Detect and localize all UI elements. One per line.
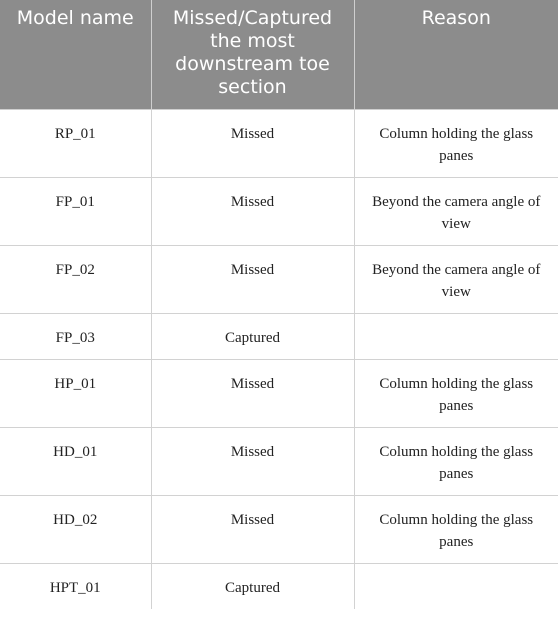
table-row	[0, 177, 558, 245]
table-row	[0, 359, 558, 427]
table-header	[0, 0, 558, 109]
cell-model-name: HD_02	[0, 495, 151, 563]
cell-status: Missed	[151, 359, 354, 427]
cell-status: Missed	[151, 427, 354, 495]
table-row	[0, 563, 558, 609]
cell-status: Missed	[151, 495, 354, 563]
cell-model-name: FP_01	[0, 177, 151, 245]
cell-reason: Beyond the camera angle of view	[354, 245, 558, 313]
header-model-name: Model name	[0, 0, 151, 109]
table-row	[0, 495, 558, 563]
cell-status: Missed	[151, 245, 354, 313]
table-row	[0, 245, 558, 313]
table-row	[0, 109, 558, 177]
cell-reason: Column holding the glass panes	[354, 427, 558, 495]
cell-status: Missed	[151, 109, 354, 177]
cell-reason: Column holding the glass panes	[354, 109, 558, 177]
table-body	[0, 109, 558, 609]
cell-reason: Column holding the glass panes	[354, 359, 558, 427]
cell-model-name: HPT_01	[0, 563, 151, 609]
cell-status: Missed	[151, 177, 354, 245]
header-reason: Reason	[354, 0, 558, 109]
cell-reason: Beyond the camera angle of view	[354, 177, 558, 245]
cell-reason: Column holding the glass panes	[354, 495, 558, 563]
table-row	[0, 313, 558, 359]
cell-status: Captured	[151, 313, 354, 359]
cell-model-name: HP_01	[0, 359, 151, 427]
cell-status: Captured	[151, 563, 354, 609]
cell-reason	[354, 563, 558, 609]
cell-model-name: FP_03	[0, 313, 151, 359]
header-row	[0, 0, 558, 109]
cell-model-name: FP_02	[0, 245, 151, 313]
cell-reason	[354, 313, 558, 359]
header-missed-captured: Missed/Captured the most downstream toe section	[151, 0, 354, 109]
cell-model-name: RP_01	[0, 109, 151, 177]
cell-model-name: HD_01	[0, 427, 151, 495]
table-row	[0, 427, 558, 495]
